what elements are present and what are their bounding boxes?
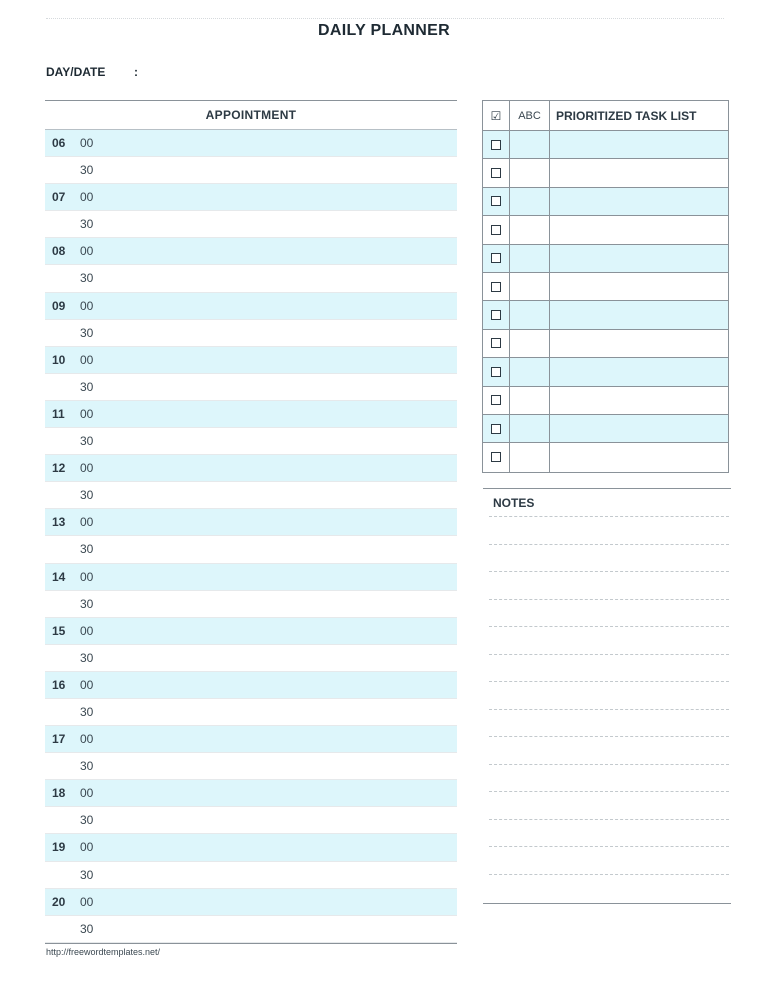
appointment-row[interactable]: [45, 672, 457, 699]
task-text-cell[interactable]: [550, 188, 728, 215]
task-priority-cell[interactable]: [510, 216, 550, 243]
minute-label: 30: [80, 704, 94, 719]
minute-label: 00: [80, 190, 94, 205]
appointment-row[interactable]: [45, 536, 457, 563]
task-checkbox[interactable]: [491, 168, 501, 178]
task-text-cell[interactable]: [550, 330, 728, 357]
day-date-label: DAY/DATE: [46, 65, 106, 79]
appointment-row[interactable]: [45, 401, 457, 428]
notes-bottom-rule: [483, 903, 731, 904]
task-row: [483, 443, 728, 471]
minute-label: 30: [80, 325, 94, 340]
hour-label: 08: [52, 244, 66, 259]
appointment-row[interactable]: [45, 482, 457, 509]
hour-label: 12: [52, 461, 66, 476]
task-checkbox[interactable]: [491, 452, 501, 462]
minute-label: 30: [80, 650, 94, 665]
minute-label: 00: [80, 406, 94, 421]
appointment-row[interactable]: [45, 645, 457, 672]
appointment-row[interactable]: [45, 293, 457, 320]
hour-label: 06: [52, 136, 66, 150]
task-checkbox[interactable]: [491, 338, 501, 348]
minute-label: 30: [80, 217, 94, 232]
task-check-cell: [483, 159, 510, 186]
task-priority-cell[interactable]: [510, 245, 550, 272]
appointment-table: [45, 100, 457, 944]
appointment-row[interactable]: [45, 564, 457, 591]
notes-line[interactable]: [489, 571, 729, 572]
hour-label: 16: [52, 677, 66, 692]
task-priority-cell[interactable]: [510, 273, 550, 300]
appointment-rows: [45, 130, 457, 943]
minute-label: 00: [80, 515, 94, 530]
task-priority-cell[interactable]: [510, 188, 550, 215]
notes-line[interactable]: [489, 544, 729, 545]
minute-label: 00: [80, 894, 94, 909]
page-title: DAILY PLANNER: [318, 22, 450, 39]
minute-label: 00: [80, 732, 94, 747]
top-divider: [46, 18, 724, 19]
task-list-header: PRIORITIZED TASK LIST: [556, 108, 697, 123]
notes-line[interactable]: [489, 791, 729, 792]
minute-label: 30: [80, 488, 94, 503]
task-check-cell: [483, 358, 510, 385]
task-text-cell[interactable]: [550, 131, 728, 158]
minute-label: 00: [80, 298, 94, 313]
task-row: [483, 216, 728, 244]
notes-top-rule: [483, 488, 731, 489]
notes-line[interactable]: [489, 874, 729, 875]
appointment-row[interactable]: [45, 509, 457, 536]
minute-label: 30: [80, 596, 94, 611]
notes-line[interactable]: [489, 736, 729, 737]
task-check-cell: [483, 188, 510, 215]
task-priority-cell[interactable]: [510, 159, 550, 186]
appointment-row[interactable]: [45, 374, 457, 401]
appointment-bottom-rule: [45, 943, 457, 944]
task-checkbox[interactable]: [491, 310, 501, 320]
task-text-cell[interactable]: [550, 301, 728, 328]
notes-line[interactable]: [489, 709, 729, 710]
hour-label: 10: [52, 352, 66, 367]
task-check-cell: [483, 245, 510, 272]
appointment-row[interactable]: [45, 428, 457, 455]
notes-line[interactable]: [489, 599, 729, 600]
task-row: [483, 131, 728, 159]
minute-label: 00: [80, 677, 94, 692]
task-check-cell: [483, 415, 510, 442]
appointment-row[interactable]: [45, 862, 457, 889]
notes-line[interactable]: [489, 654, 729, 655]
task-row: [483, 245, 728, 273]
appointment-row[interactable]: [45, 807, 457, 834]
appointment-row[interactable]: [45, 916, 457, 943]
hour-label: 17: [52, 732, 66, 747]
minute-label: 00: [80, 352, 94, 367]
footer-url: http://freewordtemplates.net/: [46, 947, 161, 957]
task-text-cell[interactable]: [550, 159, 728, 186]
appointment-row[interactable]: [45, 238, 457, 265]
task-checkbox[interactable]: [491, 225, 501, 235]
task-row: [483, 387, 728, 415]
task-priority-cell[interactable]: [510, 358, 550, 385]
appointment-row[interactable]: [45, 726, 457, 753]
appointment-row[interactable]: [45, 211, 457, 238]
appointment-row[interactable]: [45, 780, 457, 807]
task-check-cell: [483, 131, 510, 158]
appointment-row[interactable]: [45, 455, 457, 482]
appointment-row[interactable]: [45, 184, 457, 211]
minute-label: 30: [80, 921, 94, 936]
appointment-row[interactable]: [45, 320, 457, 347]
minute-label: 30: [80, 379, 94, 394]
hour-label: 11: [52, 406, 65, 421]
task-check-cell: [483, 273, 510, 300]
notes-title: NOTES: [493, 496, 535, 510]
notes-line[interactable]: [489, 846, 729, 847]
minute-label: 30: [80, 813, 94, 828]
hour-label: 07: [52, 190, 66, 205]
minute-label: 00: [80, 623, 94, 638]
appointment-row[interactable]: [45, 157, 457, 184]
task-row: [483, 188, 728, 216]
task-check-cell: [483, 330, 510, 357]
minute-label: 30: [80, 434, 94, 449]
minute-label: 30: [80, 163, 94, 178]
notes-line[interactable]: [489, 819, 729, 820]
task-checkbox[interactable]: [491, 140, 501, 150]
minute-label: 00: [80, 786, 94, 801]
notes-line[interactable]: [489, 764, 729, 765]
hour-label: 20: [52, 894, 66, 909]
task-checkbox[interactable]: [491, 424, 501, 434]
minute-label: 30: [80, 542, 94, 557]
check-column-header: [483, 101, 510, 130]
checkbox-header-icon: ☑: [490, 108, 502, 123]
task-text-cell[interactable]: [550, 415, 728, 442]
minute-label: 00: [80, 244, 94, 259]
task-row: [483, 358, 728, 386]
appointment-row[interactable]: [45, 591, 457, 618]
hour-label: 19: [52, 840, 66, 855]
task-row: [483, 301, 728, 329]
task-row: [483, 415, 728, 443]
notes-section: [483, 488, 731, 510]
minute-label: 00: [80, 569, 94, 584]
hour-label: 15: [52, 623, 66, 638]
task-table: [482, 100, 729, 473]
notes-line[interactable]: [489, 516, 729, 517]
task-check-cell: [483, 216, 510, 243]
minute-label: 30: [80, 759, 94, 774]
appointment-row[interactable]: [45, 699, 457, 726]
task-priority-cell[interactable]: [510, 387, 550, 414]
minute-label: 00: [80, 840, 94, 855]
task-priority-cell[interactable]: [510, 301, 550, 328]
minute-label: 30: [80, 271, 94, 286]
task-header: [483, 101, 728, 131]
task-row: [483, 330, 728, 358]
task-check-cell: [483, 301, 510, 328]
task-priority-cell[interactable]: [510, 415, 550, 442]
task-checkbox[interactable]: [491, 282, 501, 292]
appointment-row[interactable]: [45, 347, 457, 374]
task-text-cell[interactable]: [550, 245, 728, 272]
appointment-row[interactable]: [45, 265, 457, 292]
hour-label: 13: [52, 515, 66, 530]
task-row: [483, 273, 728, 301]
task-priority-cell[interactable]: [510, 131, 550, 158]
hour-label: 09: [52, 298, 66, 313]
appointment-row[interactable]: [45, 130, 457, 157]
task-text-cell[interactable]: [550, 387, 728, 414]
task-text-cell[interactable]: [550, 358, 728, 385]
task-text-cell[interactable]: [550, 216, 728, 243]
hour-label: 14: [52, 569, 66, 584]
day-date-field[interactable]: :: [134, 65, 138, 79]
appointment-row[interactable]: [45, 753, 457, 780]
task-check-cell: [483, 387, 510, 414]
task-priority-cell[interactable]: [510, 443, 550, 471]
hour-label: 18: [52, 786, 66, 801]
notes-line[interactable]: [489, 681, 729, 682]
appointment-row[interactable]: [45, 889, 457, 916]
task-checkbox[interactable]: [491, 395, 501, 405]
appointment-header: APPOINTMENT: [45, 100, 457, 130]
task-rows: [483, 131, 728, 472]
minute-label: 00: [80, 136, 94, 150]
task-checkbox[interactable]: [491, 367, 501, 377]
task-priority-cell[interactable]: [510, 330, 550, 357]
task-checkbox[interactable]: [491, 253, 501, 263]
abc-column-header: ABC: [510, 101, 550, 130]
appointment-row[interactable]: [45, 618, 457, 645]
task-text-cell[interactable]: [550, 273, 728, 300]
appointment-row[interactable]: [45, 834, 457, 861]
minute-label: 00: [80, 461, 94, 476]
task-text-cell[interactable]: [550, 443, 728, 471]
minute-label: 30: [80, 867, 94, 882]
task-checkbox[interactable]: [491, 196, 501, 206]
notes-line[interactable]: [489, 626, 729, 627]
task-check-cell: [483, 443, 510, 471]
task-row: [483, 159, 728, 187]
